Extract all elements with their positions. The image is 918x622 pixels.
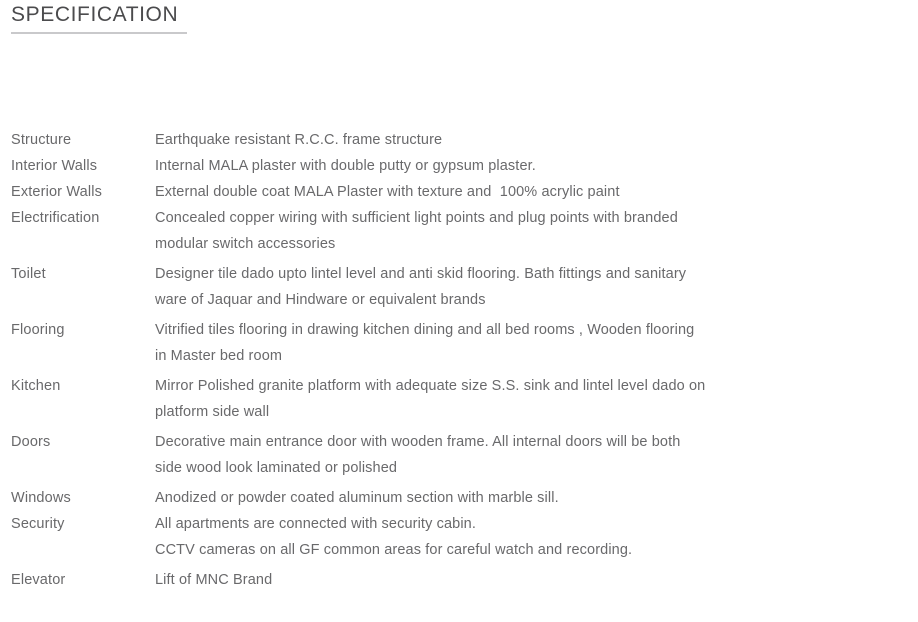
title-block (11, 2, 191, 34)
spec-label: Windows (11, 490, 71, 506)
spec-value-line: side wood look laminated or polished (155, 460, 398, 476)
spec-value-line: Concealed copper wiring with sufficient light points and plug points with branded (155, 210, 678, 226)
page-title: SPECIFICATION (11, 3, 179, 26)
spec-row (0, 485, 918, 511)
spec-label: Kitchen (11, 378, 61, 394)
spec-value (155, 567, 918, 593)
spec-value-line: Anodized or powder coated aluminum section with marble sill. (155, 490, 559, 506)
spec-value (155, 485, 918, 511)
spec-label: Interior Walls (11, 158, 98, 174)
spec-row (0, 317, 918, 369)
spec-value (155, 429, 918, 481)
spec-value-line: Designer tile dado upto lintel level and anti skid flooring. Bath fittings and sanitary (155, 266, 687, 282)
spec-value-line: Decorative main entrance door with wooden frame. All internal doors will be both (155, 434, 681, 450)
spec-value (155, 179, 918, 205)
spec-row (0, 261, 918, 313)
spec-label: Flooring (11, 322, 65, 338)
spec-value-line: CCTV cameras on all GF common areas for careful watch and recording. (155, 542, 633, 558)
spec-value (155, 511, 918, 563)
spec-label: Toilet (11, 266, 46, 282)
spec-value-line: Internal MALA plaster with double putty or gypsum plaster. (155, 158, 536, 174)
spec-value (155, 373, 918, 425)
spec-value-line: Mirror Polished granite platform with adequate size S.S. sink and lintel level dado on (155, 378, 706, 394)
spec-value (155, 153, 918, 179)
spec-value-line: External double coat MALA Plaster with texture and 100% acrylic paint (155, 184, 620, 200)
spec-label: Elevator (11, 572, 66, 588)
spec-value (155, 205, 918, 257)
spec-value (155, 127, 918, 153)
spec-row (0, 127, 918, 153)
spec-value-line: in Master bed room (155, 348, 283, 364)
spec-value-line: ware of Jaquar and Hindware or equivalent brands (155, 292, 486, 308)
spec-value-line: Vitrified tiles flooring in drawing kitchen dining and all bed rooms , Wooden flooring (155, 322, 695, 338)
spec-row (0, 567, 918, 593)
spec-row (0, 429, 918, 481)
spec-value-line: Earthquake resistant R.C.C. frame structure (155, 132, 443, 148)
title-underline-rule (11, 32, 187, 34)
spec-value-line: platform side wall (155, 404, 270, 420)
specification-table (0, 127, 918, 593)
spec-row (0, 205, 918, 257)
spec-row (0, 373, 918, 425)
spec-label: Electrification (11, 210, 100, 226)
spec-label: Doors (11, 434, 51, 450)
spec-label: Exterior Walls (11, 184, 102, 200)
spec-row (0, 153, 918, 179)
spec-value (155, 317, 918, 369)
spec-value-line: Lift of MNC Brand (155, 572, 273, 588)
spec-label: Structure (11, 132, 72, 148)
spec-row (0, 179, 918, 205)
spec-row (0, 511, 918, 563)
spec-value (155, 261, 918, 313)
spec-label: Security (11, 516, 65, 532)
spec-value-line: All apartments are connected with security cabin. (155, 516, 477, 532)
spec-value-line: modular switch accessories (155, 236, 336, 252)
